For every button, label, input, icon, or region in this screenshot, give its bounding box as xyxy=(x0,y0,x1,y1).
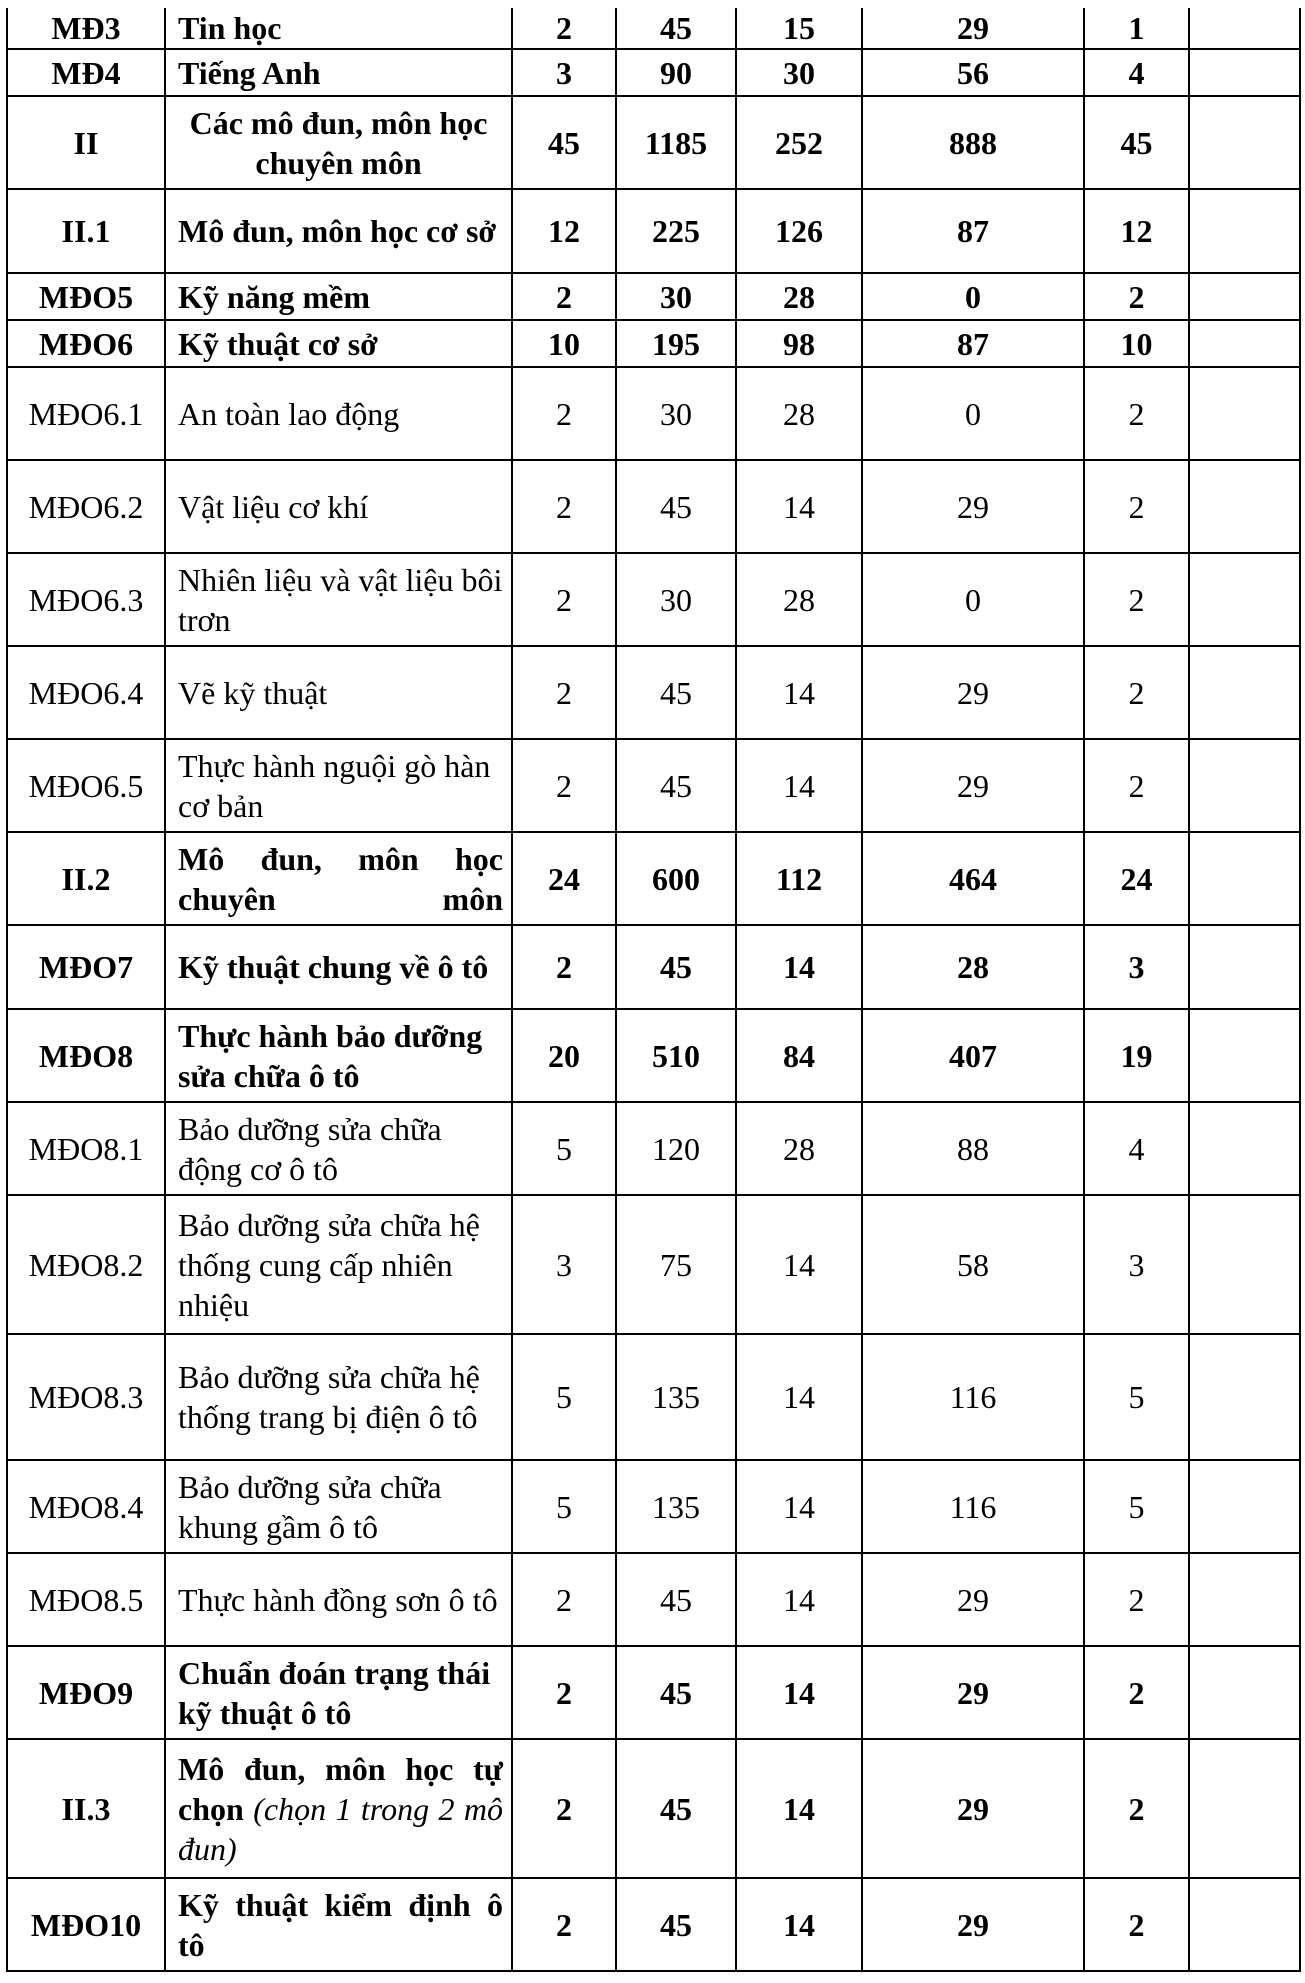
table-row xyxy=(7,189,1300,273)
total-hours-cell: 135 xyxy=(616,1334,736,1460)
module-name: Tin học xyxy=(165,8,512,49)
practice-hours-cell: 407 xyxy=(862,1009,1084,1102)
module-code: MĐO6.2 xyxy=(7,460,165,553)
module-name: Mô đun, môn học chuyên môn xyxy=(165,832,512,925)
module-code: MĐO8.2 xyxy=(7,1195,165,1334)
practice-hours-cell: 116 xyxy=(862,1334,1084,1460)
theory-hours-cell: 15 xyxy=(736,8,862,49)
credits-cell: 10 xyxy=(512,320,616,367)
module-code: MĐO8.1 xyxy=(7,1102,165,1195)
exam-hours-cell: 3 xyxy=(1084,1195,1189,1334)
module-name: Bảo dưỡng sửa chữa hệ thống trang bị điện ô tô xyxy=(165,1334,512,1460)
credits-cell: 20 xyxy=(512,1009,616,1102)
practice-hours-cell: 29 xyxy=(862,1646,1084,1739)
module-name: Kỹ thuật kiểm định ô tô xyxy=(165,1878,512,1971)
total-hours-cell: 45 xyxy=(616,8,736,49)
total-hours-cell: 45 xyxy=(616,460,736,553)
theory-hours-cell: 14 xyxy=(736,925,862,1009)
table-row xyxy=(7,1553,1300,1646)
practice-hours-cell: 88 xyxy=(862,1102,1084,1195)
practice-hours-cell: 87 xyxy=(862,189,1084,273)
exam-hours-cell: 2 xyxy=(1084,1553,1189,1646)
module-code: MĐ4 xyxy=(7,49,165,96)
module-code: MĐO7 xyxy=(7,925,165,1009)
module-code: MĐO8.5 xyxy=(7,1553,165,1646)
table-row xyxy=(7,553,1300,646)
module-name xyxy=(165,1739,512,1878)
practice-hours-cell: 58 xyxy=(862,1195,1084,1334)
theory-hours-cell: 28 xyxy=(736,1102,862,1195)
extra-cell xyxy=(1189,1739,1300,1878)
exam-hours-cell: 2 xyxy=(1084,460,1189,553)
extra-cell xyxy=(1189,96,1300,189)
total-hours-cell: 45 xyxy=(616,1553,736,1646)
total-hours-cell: 45 xyxy=(616,739,736,832)
theory-hours-cell: 14 xyxy=(736,1739,862,1878)
table-row xyxy=(7,1646,1300,1739)
table-row xyxy=(7,1334,1300,1460)
practice-hours-cell: 29 xyxy=(862,460,1084,553)
module-name: Các mô đun, môn học chuyên môn xyxy=(165,96,512,189)
theory-hours-cell: 14 xyxy=(736,739,862,832)
module-name: Thực hành bảo dưỡng sửa chữa ô tô xyxy=(165,1009,512,1102)
exam-hours-cell: 10 xyxy=(1084,320,1189,367)
theory-hours-cell: 14 xyxy=(736,1334,862,1460)
credits-cell: 24 xyxy=(512,832,616,925)
theory-hours-cell: 252 xyxy=(736,96,862,189)
exam-hours-cell: 19 xyxy=(1084,1009,1189,1102)
practice-hours-cell: 0 xyxy=(862,273,1084,320)
table-row xyxy=(7,273,1300,320)
theory-hours-cell: 98 xyxy=(736,320,862,367)
exam-hours-cell: 2 xyxy=(1084,739,1189,832)
extra-cell xyxy=(1189,1102,1300,1195)
table-row xyxy=(7,1195,1300,1334)
credits-cell: 3 xyxy=(512,49,616,96)
extra-cell xyxy=(1189,1195,1300,1334)
extra-cell xyxy=(1189,460,1300,553)
total-hours-cell: 45 xyxy=(616,1878,736,1971)
exam-hours-cell: 5 xyxy=(1084,1460,1189,1553)
theory-hours-cell: 14 xyxy=(736,1195,862,1334)
credits-cell: 3 xyxy=(512,1195,616,1334)
credits-cell: 45 xyxy=(512,96,616,189)
exam-hours-cell: 2 xyxy=(1084,1878,1189,1971)
practice-hours-cell: 28 xyxy=(862,925,1084,1009)
table-row xyxy=(7,1878,1300,1971)
table-row xyxy=(7,8,1300,49)
total-hours-cell: 600 xyxy=(616,832,736,925)
theory-hours-cell: 84 xyxy=(736,1009,862,1102)
module-code: MĐO9 xyxy=(7,1646,165,1739)
module-code: MĐO6.4 xyxy=(7,646,165,739)
module-code: MĐO8.4 xyxy=(7,1460,165,1553)
extra-cell xyxy=(1189,49,1300,96)
extra-cell xyxy=(1189,1646,1300,1739)
table-row xyxy=(7,320,1300,367)
credits-cell: 2 xyxy=(512,367,616,460)
total-hours-cell: 45 xyxy=(616,925,736,1009)
table-row xyxy=(7,1009,1300,1102)
credits-cell: 2 xyxy=(512,8,616,49)
credits-cell: 2 xyxy=(512,739,616,832)
theory-hours-cell: 30 xyxy=(736,49,862,96)
total-hours-cell: 30 xyxy=(616,553,736,646)
module-code: MĐO5 xyxy=(7,273,165,320)
practice-hours-cell: 29 xyxy=(862,739,1084,832)
module-name: Kỹ năng mềm xyxy=(165,273,512,320)
theory-hours-cell: 14 xyxy=(736,1553,862,1646)
total-hours-cell: 45 xyxy=(616,646,736,739)
theory-hours-cell: 14 xyxy=(736,1460,862,1553)
total-hours-cell: 1185 xyxy=(616,96,736,189)
practice-hours-cell: 888 xyxy=(862,96,1084,189)
module-name: Tiếng Anh xyxy=(165,49,512,96)
theory-hours-cell: 126 xyxy=(736,189,862,273)
practice-hours-cell: 464 xyxy=(862,832,1084,925)
module-code: MĐO6.3 xyxy=(7,553,165,646)
module-code: MĐO10 xyxy=(7,1878,165,1971)
extra-cell xyxy=(1189,646,1300,739)
extra-cell xyxy=(1189,925,1300,1009)
module-name-text: Mô đun, môn học tự chọn xyxy=(178,1750,503,1827)
exam-hours-cell: 12 xyxy=(1084,189,1189,273)
table-row xyxy=(7,1102,1300,1195)
exam-hours-cell: 5 xyxy=(1084,1334,1189,1460)
practice-hours-cell: 29 xyxy=(862,8,1084,49)
table-row xyxy=(7,460,1300,553)
module-code: MĐO8 xyxy=(7,1009,165,1102)
practice-hours-cell: 29 xyxy=(862,646,1084,739)
module-name: Nhiên liệu và vật liệu bôi trơn xyxy=(165,553,512,646)
total-hours-cell: 225 xyxy=(616,189,736,273)
module-code: MĐO6 xyxy=(7,320,165,367)
module-code: II.3 xyxy=(7,1739,165,1878)
credits-cell: 12 xyxy=(512,189,616,273)
module-name: Mô đun, môn học cơ sở xyxy=(165,189,512,273)
module-code: II.2 xyxy=(7,832,165,925)
credits-cell: 5 xyxy=(512,1102,616,1195)
module-name: Bảo dưỡng sửa chữa động cơ ô tô xyxy=(165,1102,512,1195)
practice-hours-cell: 0 xyxy=(862,553,1084,646)
extra-cell xyxy=(1189,1334,1300,1460)
extra-cell xyxy=(1189,1878,1300,1971)
table-row xyxy=(7,1460,1300,1553)
total-hours-cell: 510 xyxy=(616,1009,736,1102)
theory-hours-cell: 14 xyxy=(736,1878,862,1971)
table-row xyxy=(7,1739,1300,1878)
exam-hours-cell: 3 xyxy=(1084,925,1189,1009)
total-hours-cell: 30 xyxy=(616,273,736,320)
extra-cell xyxy=(1189,320,1300,367)
module-name: Vật liệu cơ khí xyxy=(165,460,512,553)
table-row xyxy=(7,96,1300,189)
credits-cell: 5 xyxy=(512,1334,616,1460)
exam-hours-cell: 1 xyxy=(1084,8,1189,49)
practice-hours-cell: 87 xyxy=(862,320,1084,367)
theory-hours-cell: 28 xyxy=(736,367,862,460)
curriculum-table xyxy=(6,8,1301,1972)
practice-hours-cell: 29 xyxy=(862,1878,1084,1971)
extra-cell xyxy=(1189,1009,1300,1102)
credits-cell: 2 xyxy=(512,925,616,1009)
total-hours-cell: 135 xyxy=(616,1460,736,1553)
module-code: II.1 xyxy=(7,189,165,273)
module-name: Kỹ thuật chung về ô tô xyxy=(165,925,512,1009)
total-hours-cell: 30 xyxy=(616,367,736,460)
table-row xyxy=(7,739,1300,832)
total-hours-cell: 75 xyxy=(616,1195,736,1334)
extra-cell xyxy=(1189,1460,1300,1553)
module-name: Chuẩn đoán trạng thái kỹ thuật ô tô xyxy=(165,1646,512,1739)
module-code: MĐO6.1 xyxy=(7,367,165,460)
table-row xyxy=(7,367,1300,460)
extra-cell xyxy=(1189,189,1300,273)
extra-cell xyxy=(1189,8,1300,49)
curriculum-document xyxy=(6,8,1299,1972)
credits-cell: 2 xyxy=(512,460,616,553)
module-name: Bảo dưỡng sửa chữa hệ thống cung cấp nhiên nhiệu xyxy=(165,1195,512,1334)
credits-cell: 2 xyxy=(512,553,616,646)
module-code: MĐ3 xyxy=(7,8,165,49)
total-hours-cell: 90 xyxy=(616,49,736,96)
module-code: MĐO8.3 xyxy=(7,1334,165,1460)
exam-hours-cell: 45 xyxy=(1084,96,1189,189)
practice-hours-cell: 116 xyxy=(862,1460,1084,1553)
theory-hours-cell: 28 xyxy=(736,273,862,320)
exam-hours-cell: 2 xyxy=(1084,367,1189,460)
extra-cell xyxy=(1189,273,1300,320)
total-hours-cell: 195 xyxy=(616,320,736,367)
credits-cell: 2 xyxy=(512,1739,616,1878)
table-row xyxy=(7,49,1300,96)
exam-hours-cell: 2 xyxy=(1084,1646,1189,1739)
credits-cell: 2 xyxy=(512,273,616,320)
theory-hours-cell: 14 xyxy=(736,646,862,739)
module-name: Thực hành nguội gò hàn cơ bản xyxy=(165,739,512,832)
total-hours-cell: 120 xyxy=(616,1102,736,1195)
exam-hours-cell: 2 xyxy=(1084,1739,1189,1878)
credits-cell: 2 xyxy=(512,1878,616,1971)
table-row xyxy=(7,646,1300,739)
credits-cell: 2 xyxy=(512,1646,616,1739)
theory-hours-cell: 112 xyxy=(736,832,862,925)
exam-hours-cell: 2 xyxy=(1084,273,1189,320)
exam-hours-cell: 4 xyxy=(1084,1102,1189,1195)
module-name: Vẽ kỹ thuật xyxy=(165,646,512,739)
module-name: Bảo dưỡng sửa chữa khung gầm ô tô xyxy=(165,1460,512,1553)
exam-hours-cell: 4 xyxy=(1084,49,1189,96)
module-name: Kỹ thuật cơ sở xyxy=(165,320,512,367)
module-name: Thực hành đồng sơn ô tô xyxy=(165,1553,512,1646)
practice-hours-cell: 29 xyxy=(862,1739,1084,1878)
module-name-note: (chọn 1 trong 2 mô đun) xyxy=(178,1790,504,1867)
theory-hours-cell: 14 xyxy=(736,1646,862,1739)
module-code: II xyxy=(7,96,165,189)
table-row xyxy=(7,925,1300,1009)
extra-cell xyxy=(1189,553,1300,646)
total-hours-cell: 45 xyxy=(616,1646,736,1739)
total-hours-cell: 45 xyxy=(616,1739,736,1878)
exam-hours-cell: 2 xyxy=(1084,553,1189,646)
theory-hours-cell: 14 xyxy=(736,460,862,553)
credits-cell: 5 xyxy=(512,1460,616,1553)
extra-cell xyxy=(1189,739,1300,832)
practice-hours-cell: 29 xyxy=(862,1553,1084,1646)
practice-hours-cell: 56 xyxy=(862,49,1084,96)
extra-cell xyxy=(1189,367,1300,460)
credits-cell: 2 xyxy=(512,1553,616,1646)
table-row xyxy=(7,832,1300,925)
theory-hours-cell: 28 xyxy=(736,553,862,646)
exam-hours-cell: 2 xyxy=(1084,646,1189,739)
extra-cell xyxy=(1189,1553,1300,1646)
extra-cell xyxy=(1189,832,1300,925)
exam-hours-cell: 24 xyxy=(1084,832,1189,925)
credits-cell: 2 xyxy=(512,646,616,739)
practice-hours-cell: 0 xyxy=(862,367,1084,460)
module-code: MĐO6.5 xyxy=(7,739,165,832)
module-name: An toàn lao động xyxy=(165,367,512,460)
